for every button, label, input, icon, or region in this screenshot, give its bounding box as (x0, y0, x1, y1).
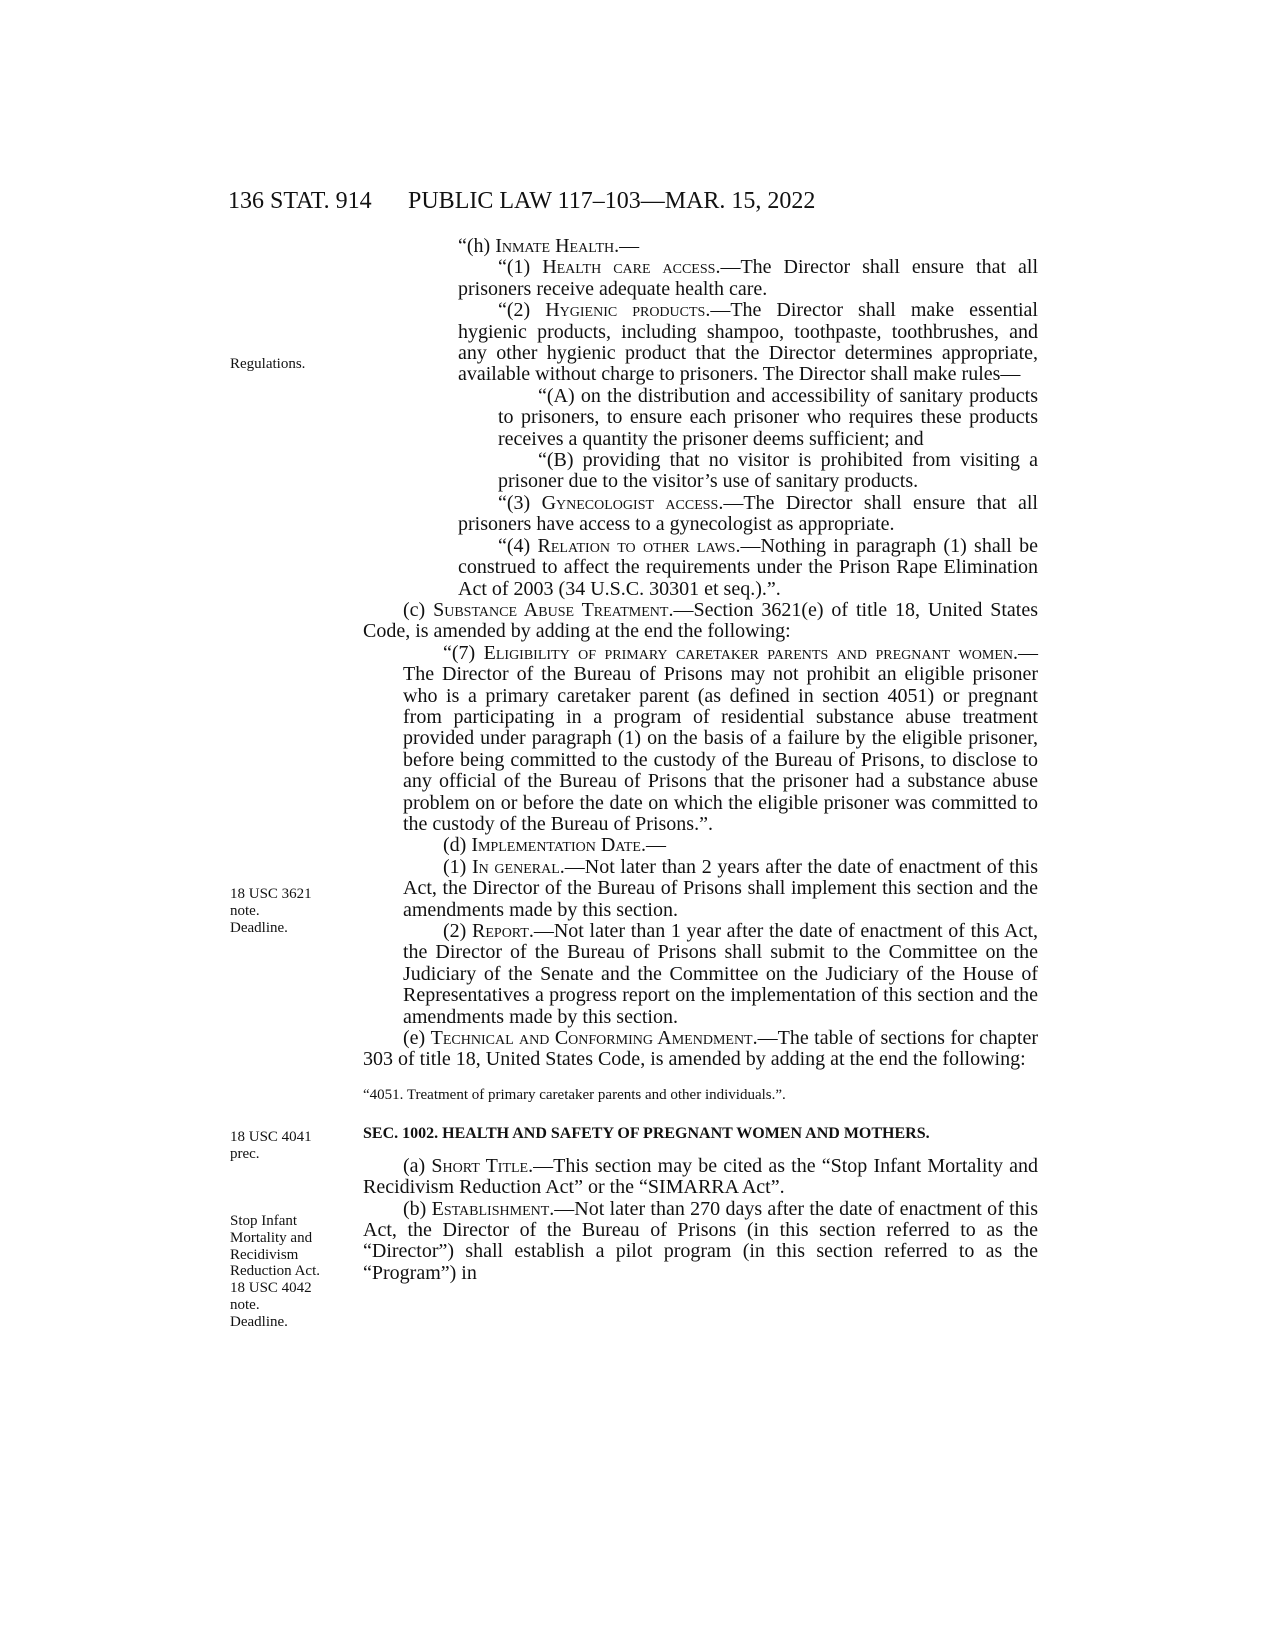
margin-note-line: Recidivism (230, 1246, 299, 1263)
paragraph-h-4: “(4) Relation to other laws.—Nothing in paragraph (1) shall be construed to affect the requirements under the Prison Rape Elimination Act of 2003 (34 U.S.C. 30301 et seq.).”. (458, 534, 1038, 600)
margin-note-line: Stop Infant (230, 1213, 298, 1229)
margin-note-line: note. (230, 1296, 260, 1313)
section-1002-a: (a) Short Title.—This section may be cited as the “Stop Infant Mortality and Recidivism Reduction Act” or the “SIMARRA Act”. (363, 1154, 1038, 1199)
margin-note-line: Mortality and (230, 1229, 313, 1246)
public-law-title: PUBLIC LAW 117–103—MAR. 15, 2022 (408, 188, 816, 214)
paragraph-c-7: “(7) Eligibility of primary caretaker parents and pregnant women.—The Director of the Bureau of Prisons may not prohibit an eligible prisoner who is a primary caretaker parent (as defined in section 4051) or pregnant from participating in a program of residential substance abuse treatment provided under paragraph (1) on the basis of a failure by the eligible prisoner, before being committed to the custody of the Bureau of Prisons, to disclose to any official of the Bureau of Prisons that the prisoner had a substance abuse problem on or before the date on which the eligible prisoner was committed to the custody of the Bureau of Prisons.”. (403, 641, 1038, 835)
margin-note-18-usc-4041 (230, 1129, 350, 1163)
margin-note-line: Deadline. (230, 919, 288, 936)
statute-page-number: 136 STAT. 914 (228, 188, 372, 214)
margin-note-line: 18 USC 3621 (230, 886, 312, 902)
margin-note-simarra (230, 1213, 350, 1331)
margin-note-18-usc-3621 (230, 886, 350, 936)
subparagraph-a: “(A) on the distribution and accessibility of sanitary products to prisoners, to ensure each prisoner who requires these products receives a quantity the prisoner deems sufficient; and (498, 384, 1038, 450)
subsection-e: (e) Technical and Conforming Amendment.—The table of sections for chapter 303 of title 18, United States Code, is amended by adding at the end the following: (363, 1027, 1038, 1071)
section-1002-b: (b) Establishment.—Not later than 270 days after the date of enactment of this Act, the Director of the Bureau of Prisons (in this section referred to as the “Director”) shall establish a pilot program (in this section referred to as the “Program”) in (363, 1197, 1038, 1284)
margin-note-regulations (230, 356, 350, 373)
paragraph-d-1: (1) In general.—Not later than 2 years after the date of enactment of this Act, the Director of the Bureau of Prisons shall implement this section and the amendments made by this section. (403, 855, 1038, 921)
subsection-c: (c) Substance Abuse Treatment.—Section 3621(e) of title 18, United States Code, is amended by adding at the end the following: (363, 598, 1038, 643)
paragraph-d-2: (2) Report.—Not later than 1 year after the date of enactment of this Act, the Director of the Bureau of Prisons shall submit to the Committee on the Judiciary of the Senate and the Committee on the Judiciary of the House of Representatives a progress report on the implementation of this section and the amendments made by this section. (403, 920, 1038, 1028)
margin-note-line: Reduction Act. (230, 1263, 320, 1280)
margin-note-line: prec. (230, 1145, 260, 1162)
margin-note-line: note. (230, 902, 260, 919)
page-header (0, 186, 1275, 216)
margin-note-line: 18 USC 4041 (230, 1129, 312, 1145)
paragraph-h-3: “(3) Gynecologist access.—The Director shall ensure that all prisoners have access to a gynecologist as appropriate. (458, 491, 1038, 536)
main-text (363, 235, 1038, 1284)
table-of-sections-entry: “4051. Treatment of primary caretaker parents and other individuals.”. (363, 1086, 786, 1103)
section-1002-heading: SEC. 1002. HEALTH AND SAFETY OF PREGNANT WOMEN AND MOTHERS. (363, 1124, 930, 1142)
margin-note-line: Deadline. (230, 1313, 288, 1330)
margin-note-line: 18 USC 4042 (230, 1280, 312, 1297)
margin-note-line: Regulations. (230, 356, 306, 372)
paragraph-h-2: “(2) Hygienic products.—The Director shall make essential hygienic products, including shampoo, toothpaste, toothbrushes, and any other hygienic product that the Director determines appropriate, available without charge to prisoners. The Director shall make rules— (458, 299, 1038, 386)
paragraph-h-1: “(1) Health care access.—The Director shall ensure that all prisoners receive adequate health care. (458, 256, 1038, 300)
subsection-d-heading: (d) Implementation Date.— (443, 834, 666, 857)
subsection-h-heading: “(h) Inmate Health.— (458, 235, 640, 257)
subparagraph-b: “(B) providing that no visitor is prohibited from visiting a prisoner due to the visitor’s use of sanitary products. (498, 449, 1038, 493)
